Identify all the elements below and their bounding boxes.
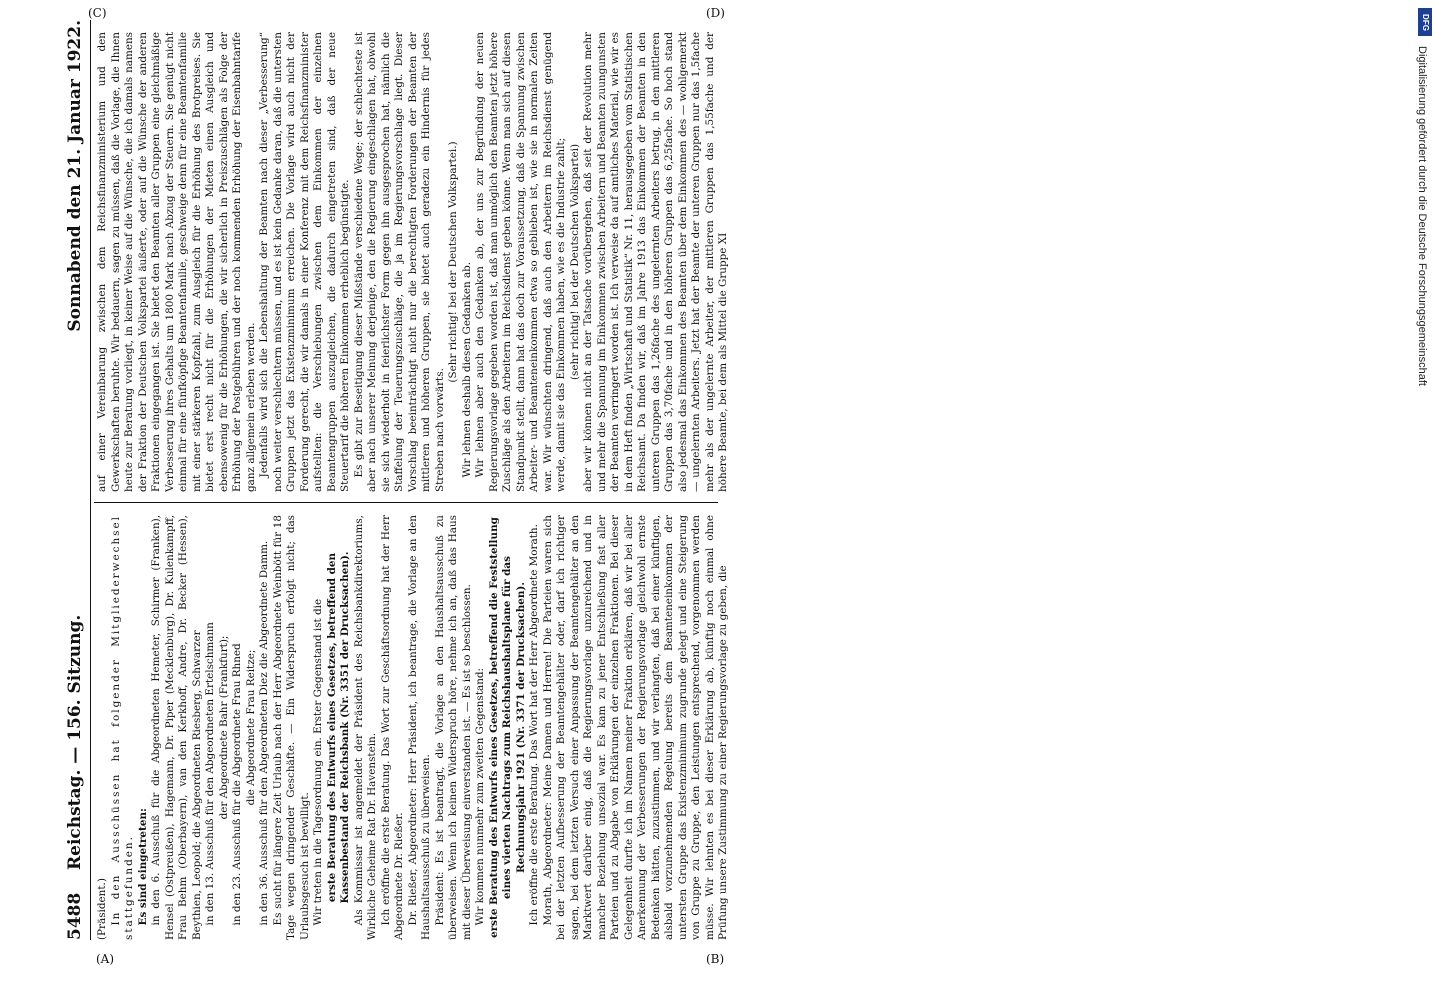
paragraph: Als Kommissar ist angemeldet der Präsident des Reichsbankdirektoriums, Wirkliche Geheime Rat Dr. Havenstein. xyxy=(352,515,378,940)
left-column xyxy=(96,515,729,940)
paragraph: der Abgeordnete Bahr (Frankfurt); xyxy=(217,635,230,820)
paragraph: Wir treten in die Tagesordnung ein. Erster Gegenstand ist die xyxy=(312,598,324,926)
paragraph: Es gibt zur Beseitigung dieser Mißstände verschiedene Wege; der schlechteste ist aber nach unserer Meinung derjenige, den die Regierung eingeschlagen hat, obwohl sie sich wiederholt in feierlichster Form gegen ihn ausgesprochen hat, nämlich die Staffelung der Teuerungszuschläge, die ja im Regierungsvorschlage liegt. Dieser Vorschlag beeinträchtigt nicht nur die berechtigten Forderungen der Beamten der mittleren und höheren Gruppen, sie bietet auch geradezu ein Hindernis für jedes Streben nach vorwärts. xyxy=(352,32,446,492)
interjection: (Sehr richtig! bei der Deutschen Volkspartei.) xyxy=(447,141,459,383)
margin-mark-d: (D) xyxy=(706,6,725,20)
paragraph: auf einer Vereinbarung zwischen dem Reichsfinanzministerium und den Gewerkschaften beruhte. Wir bedauern, sagen zu müssen, daß die Vorlage, die Ihnen heute zur Beratung vorliegt, in keiner Weise auf die Wünsche, die ich damals namens der Fraktion der Deutschen Volkspartei äußerte, oder auf die Wünsche der anderen Fraktionen eingegangen ist. Sie bietet den Beamten aller Gruppen eine gleichmäßige Verbesserung ihres Gehalts um 1800 Mark nach Abzug der Steuern. Sie genügt nicht einmal für eine fünfköpfige Beamtenfamilie, geschweige denn für eine Beamtenfamilie mit einer stärkeren Kopfzahl, zum Ausgleich für die Erhöhung des Brotpreises. Sie bietet erst recht nicht für die Erhöhungen der Mieten einen Ausgleich und ebensowenig für die Erhöhungen, die wir sicherlich in Preiszuschlägen als Folge der Erhöhung der Postgebühren und der noch kommenden Erhöhung der Eisenbahntarife ganz allgemein erleben werden. xyxy=(96,32,257,492)
agenda-item-heading: erste Beratung des Entwurfs eines Gesetzes, betreffend den Kassenbestand der Reichsbank (Nr. 3351 der Drucksachen). xyxy=(325,551,351,904)
paragraph: Es sucht für längere Zeit Urlaub nach der Herr Abgeordnete Weinbött für 18 Tage wegen dringender Geschäfte. — Ein Widerspruch erfolgt nicht; das Urlaubsgesuch ist bewilligt. xyxy=(271,515,311,940)
paragraph: Wir lehnen deshalb diesen Gedanken ab. xyxy=(460,261,473,478)
margin-mark-b: (B) xyxy=(706,952,725,966)
digitization-note xyxy=(1412,6,1432,996)
digitization-note-text: Digitalisierung gefördert durch die Deutsche Forschungsgemeinschaft xyxy=(1416,46,1428,386)
paragraph: Morath, Abgeordneter: Meine Damen und Herren! Die Parteien waren sich bei der letzten Aufbesserung der Beamtengehälter oder, darf ich richtiger sagen, bei dem letzten Versuch einer Anpassung der Beamtengehälter an den Marktwert darüber einig, daß die Regierungsvorlage unzureichend und in mancher Beziehung unsozial war. Es kam zu jener Entschließung fast aller Parteien und zu Abgabe von Erklärungen der einzelnen Fraktionen. Bei dieser Gelegenheit durfte ich im Namen meiner Fraktion erklären, daß wir bei aller Anerkennung der Verbesserungen der Regierungsvorlage gleichwohl ernste Bedenken hätten, zuzustimmen, und wir verlangten, daß bei einer künftigen, alsbald vorzunehmenden Regelung bereits dem Beamteneinkommen der untersten Gruppe das Existenzminimum zugrunde gelegt und eine Steigerung von Gruppe zu Gruppe, den Leistungen entsprechend, vorgenommen werden müsse. Wir lehnten es bei dieser Erklärung ab, künftig noch einmal ohne Prüfung unsere Zustimmung zu einer Regierungsvorlage zu geben, die xyxy=(541,515,729,940)
paragraph: In den Ausschüssen hat folgender Mitgliederwechsel stattgefunden. xyxy=(109,515,135,940)
paragraph: Jedenfalls wird sich die Lebenshaltung der Beamten nach dieser „Verbesserung“ noch weiter verschlechtern müssen, und es ist kein Gedanke daran, daß die untersten Gruppen jetzt das Existenzminimum erreichen. Die Vorlage wird auch nicht der Forderung gerecht, die wir damals in einer Konferenz mit dem Reichsfinanzminister aufstellten: die Verschiebungen zwischen dem Einkommen der einzelnen Beamtengruppen auszugleichen, die dadurch eingetreten sind, daß der neue Steuertarif die höheren Einkommen erheblich begünstigte. xyxy=(258,32,351,492)
column-divider xyxy=(94,502,718,503)
margin-mark-c: (C) xyxy=(88,6,107,20)
paragraph: Wir lehnen aber auch den Gedanken ab, der uns zur Begründung der neuen Regierungsvorlage gegeben worden ist, daß man unmöglich den Beamten jetzt höhere Zuschläge als den Arbeitern im Reichsdienst geben könne. Wenn man sich auf diesen Standpunkt stellt, dann hat das doch zur Voraussetzung, daß die Spannung zwischen Arbeiter- und Beamteneinkommen etwa so geblieben ist, wie sie in normalen Zeiten war. Wir wünschten dringend, daß auch den Arbeitern im Reichsdienst genügend werde, damit sie das Einkommen haben, wie es die Industrie zahlt; xyxy=(474,32,567,492)
paragraph: aber wir können nicht an der Tatsache vorübergehen, daß seit der Revolution mehr und mehr die Spannung im Einkommen zwischen Arbeitern und Beamten zuungunsten der Beamten verringert worden ist. Ich verweise da auf amtliches Material, wie wir es in dem Heft finden „Wirtschaft und Statistik“ Nr. 11, herausgegeben vom Statistischen Reichsamt. Da finden wir, daß im Jahre 1913 das Einkommen der Beamten in den unteren Gruppen das 1,26fache des ungelernten Arbeiters betrug, in den mittleren Gruppen das 3,70fache und in den höheren Gruppen das 6,25fache. So hoch stand also jedesmal das Einkommen des Beamten über dem Einkommen des — wohlgemerkt — ungelernten Arbeiters. Jetzt hat der Beamte der unteren Gruppen nur das 1,5fache mehr als der ungelernte Arbeiter, der mittleren Gruppen das 1,55fache und der höhere Beamte, bei dem als Mittel die Gruppe XI xyxy=(582,32,729,492)
paragraph: in den 13. Ausschuß für den Abgeordneten Ertelschmann xyxy=(204,622,216,926)
session-title: Reichstag. — 156. Sitzung. xyxy=(65,614,85,870)
paragraph: Ich eröffne die erste Beratung. Das Wort zur Geschäftsordnung hat der Herr Abgeordnete Dr. Rießer. xyxy=(379,515,405,940)
paragraph: Präsident: Es ist beantragt, die Vorlage an den Haushaltsausschuß zu überweisen. Wenn ich keinen Widerspruch höre, nehme ich an, daß das Haus mit dieser Überweisung einverstanden ist. — Es ist so beschlossen. xyxy=(433,515,473,940)
paragraph: die Abgeordnete Frau Reitze; xyxy=(244,649,257,806)
page-header xyxy=(60,20,91,940)
agenda-item-heading: erste Beratung des Entwurfs eines Gesetzes, betreffend die Feststellung eines vierten Nachtrags zum Reichshaushaltsplane für das Rechnungsjahr 1921 (Nr. 3371 der Drucksachen). xyxy=(487,517,527,938)
dfg-logo xyxy=(1418,8,1432,36)
paragraph: in den 6. Ausschuß für die Abgeordneten Hemeter, Schirmer (Franken), Hensel (Ostpreußen), Hagemann, Dr. Piper (Mecklenburg), Dr. Kulenkampff, Frau Behm (Oberbayern), van den Kerkhoff, Andre, Dr. Becker (Hessen), Beythien, Leopold; die Abgeordneten Riesberg, Schwarzer xyxy=(150,515,203,940)
paragraph: Es sind eingetreten: xyxy=(136,808,149,926)
paragraph: in den 36. Ausschuß für den Abgeordneten Diez die Abgeordnete Damm. xyxy=(258,540,270,926)
paragraph: Wir kommen nunmehr zum zweiten Gegenstand: xyxy=(474,667,486,926)
session-date: Sonnabend den 21. Januar 1922. xyxy=(65,20,85,332)
dfg-logo-text: DFG xyxy=(1420,13,1430,31)
page-number: 5488 xyxy=(65,892,85,940)
paragraph: Ich eröffne die erste Beratung. Das Wort hat der Herr Abgeordnete Morath. xyxy=(528,524,540,926)
speaker-tag: (Präsident.) xyxy=(96,878,108,940)
rotated-page xyxy=(60,20,729,940)
right-column xyxy=(96,32,729,492)
interjection: (sehr richtig! bei der Deutschen Volkspartei) xyxy=(568,143,581,381)
paragraph: in den 23. Ausschuß für die Abgeordnete Frau Rhned xyxy=(231,643,243,926)
margin-mark-a: (A) xyxy=(96,952,115,966)
paragraph: Dr. Rießer, Abgeordneter: Herr Präsident, ich beantrage, die Vorlage an den Haushaltsausschuß zu überweisen. xyxy=(406,515,432,940)
